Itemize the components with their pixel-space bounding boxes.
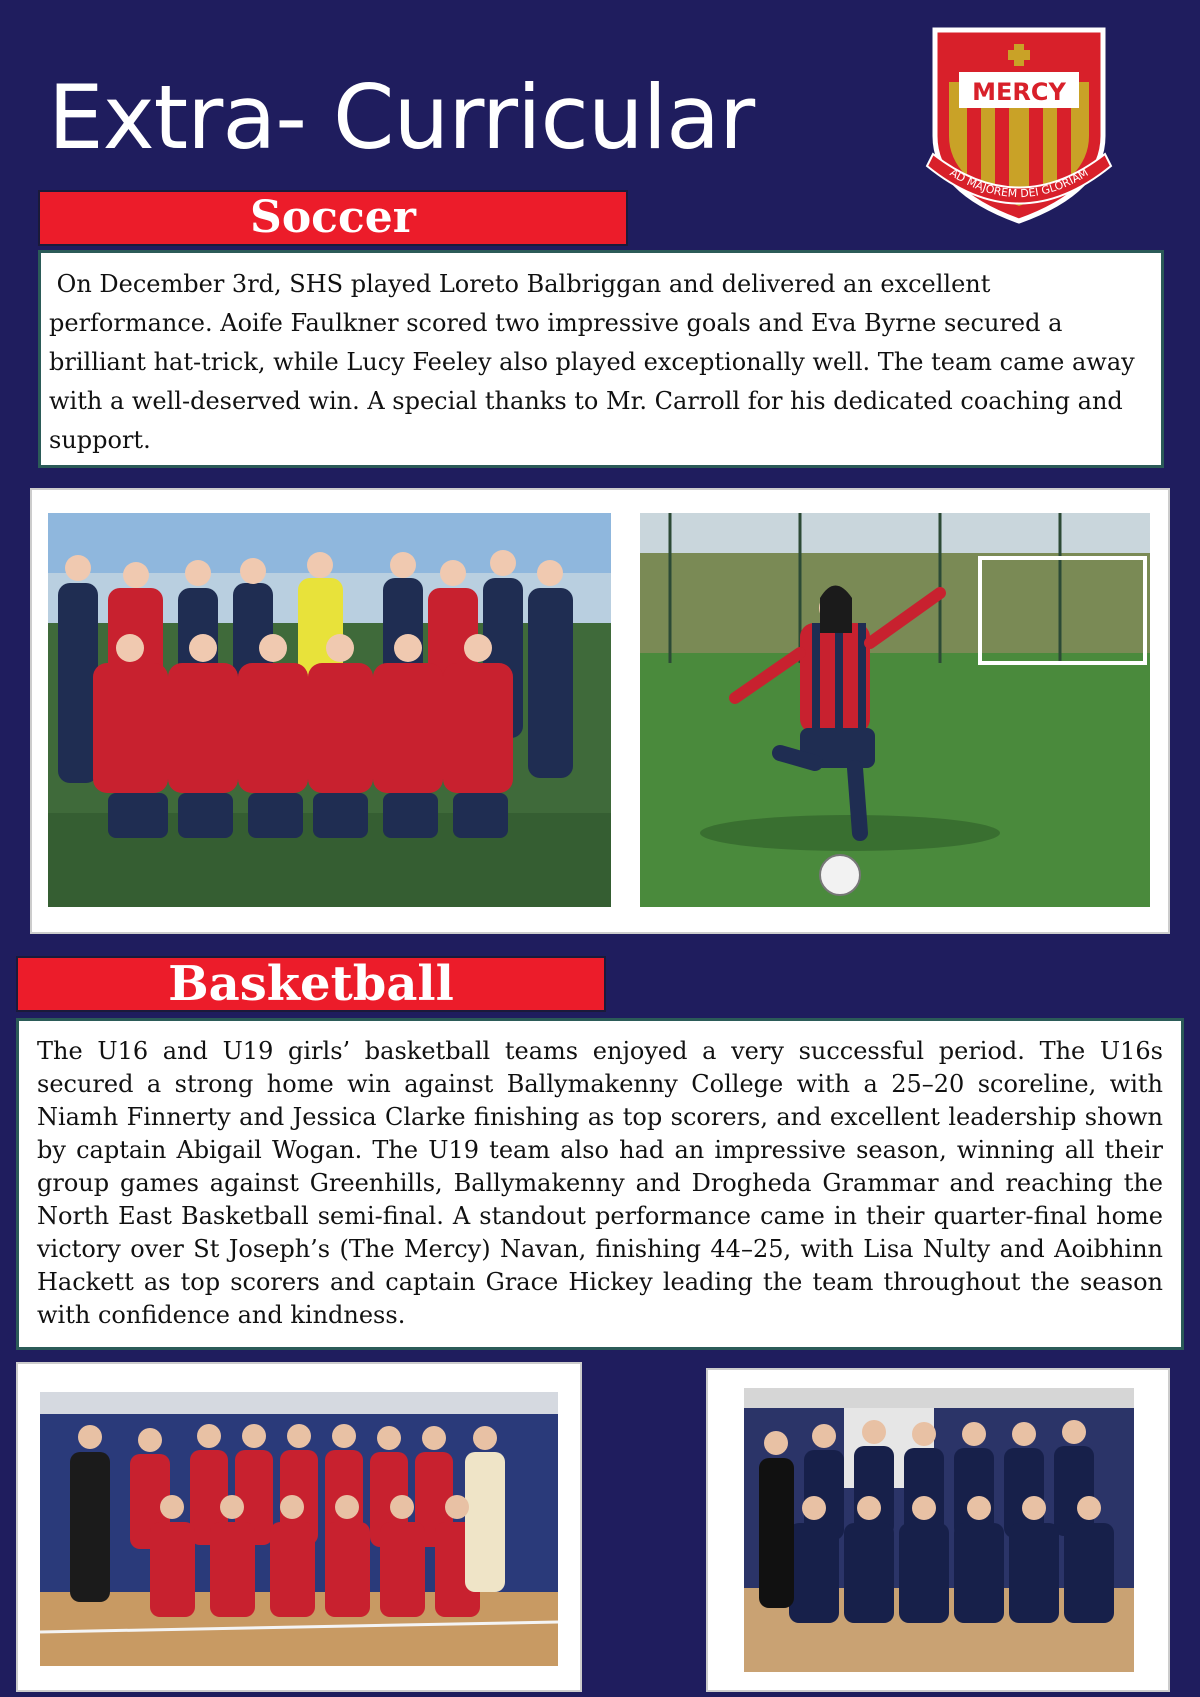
soccer-text-box	[38, 250, 1164, 468]
school-crest-logo	[925, 16, 1113, 236]
crest-motto: AD MAJOREM DEI GLORIAM	[947, 165, 1091, 201]
soccer-heading: Soccer	[250, 192, 416, 243]
crest-name-text: MERCY	[972, 78, 1066, 106]
basketball-body-text: The U16 and U19 girls’ basketball teams enjoyed a very successful period. The U16s secured a strong home win against Ballymakenny College with a 25–20 scoreline, with Niamh Finnerty and Jessica Clarke finishing as top scorers, and excellent leadership shown by captain Abigail Wogan. The U19 team also had an impressive season, winning all their group games against Greenhills, Ballymakenny and Drogheda Grammar and reaching the North East Basketball semi-final. A standout performance came in their quarter-final home victory over St Joseph’s (The Mercy) Navan, finishing 44–25, with Lisa Nulty and Aoibhinn Hackett as top scorers and captain Grace Hickey leading the team throughout the season with confidence and kindness.	[37, 1037, 1163, 1329]
soccer-body-text: On December 3rd, SHS played Loreto Balbriggan and delivered an excellent performance. Aoife Faulkner scored two impressive goals and Eva Byrne secured a brilliant hat-trick, while Lucy Feeley also played exceptionally well. The team came away with a well-deserved win. A special thanks to Mr. Carroll for his dedicated coaching and support.	[49, 270, 1143, 454]
soccer-heading-banner	[38, 190, 628, 246]
basketball-text-box	[16, 1018, 1184, 1350]
soccer-team-photo	[48, 513, 611, 907]
soccer-action-photo	[640, 513, 1150, 907]
page-title: Extra- Curricular	[48, 66, 755, 169]
basketball-team-photo-navy	[744, 1388, 1134, 1672]
basketball-heading: Basketball	[168, 956, 454, 1012]
basketball-heading-banner	[16, 956, 606, 1012]
basketball-team-photo-red	[40, 1392, 558, 1666]
